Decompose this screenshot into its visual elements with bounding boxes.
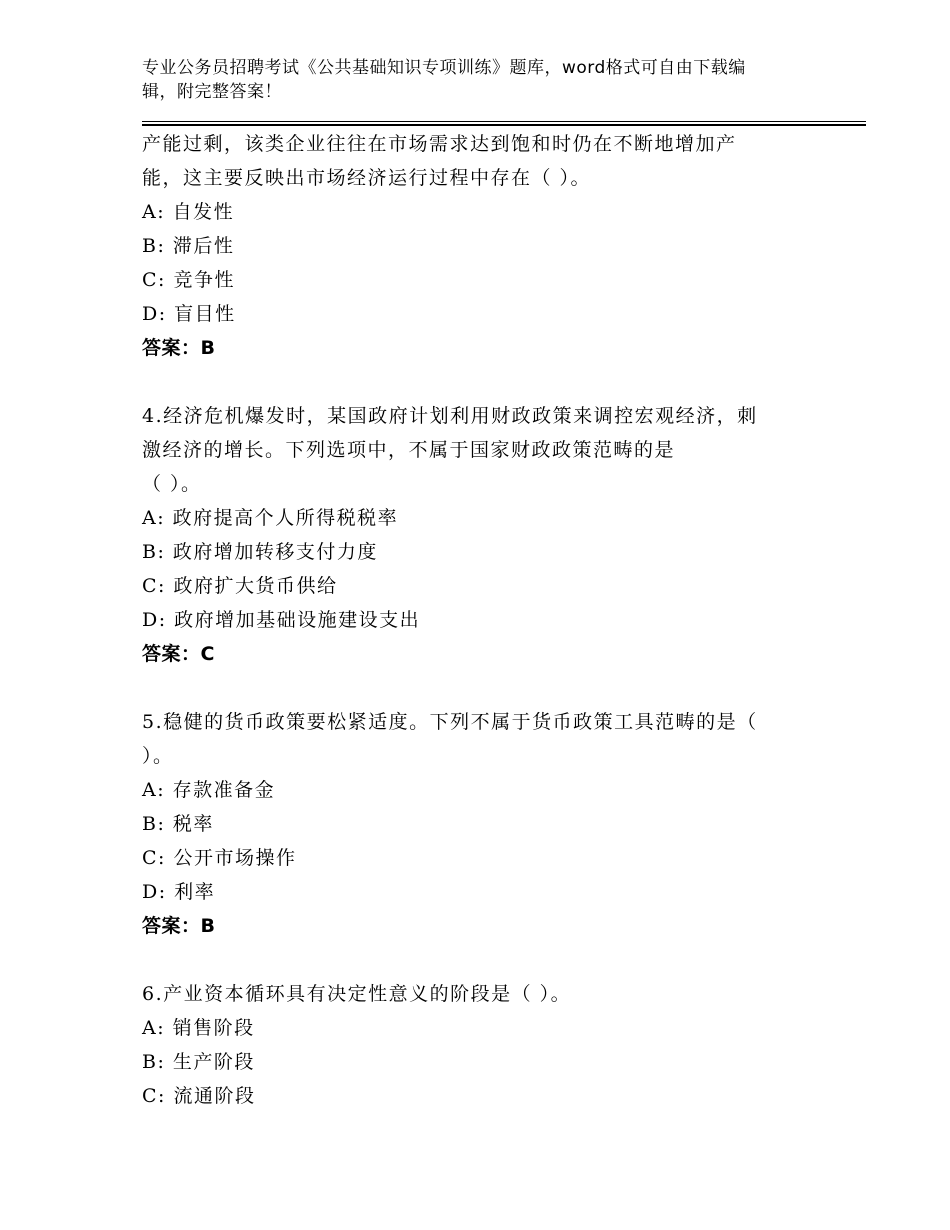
question-stem: ）。	[142, 745, 174, 767]
spacer	[142, 943, 822, 977]
option-a: A: 自发性	[142, 201, 235, 223]
option-c: C: 公开市场操作	[142, 847, 297, 869]
question-3	[142, 127, 822, 365]
question-stem: 产能过剩，该类企业往往在市场需求达到饱和时仍在不断地增加产	[142, 133, 737, 155]
option-a: A: 销售阶段	[142, 1017, 255, 1039]
answer-line: 答案：C	[142, 643, 215, 665]
question-stem: 6.产业资本循环具有决定性意义的阶段是（ ）。	[142, 983, 572, 1005]
question-list	[142, 127, 822, 1113]
header-title-line-2: 辑，附完整答案！	[142, 82, 282, 102]
answer-line: 答案：B	[142, 915, 216, 937]
spacer	[142, 365, 822, 399]
option-a: A: 政府提高个人所得税税率	[142, 507, 399, 529]
question-stem: 激经济的增长。下列选项中，不属于国家财政政策范畴的是	[142, 439, 676, 461]
option-d: D: 政府增加基础设施建设支出	[142, 609, 421, 631]
option-b: B: 税率	[142, 813, 214, 835]
question-stem: 5.稳健的货币政策要松紧适度。下列不属于货币政策工具范畴的是（	[142, 711, 758, 733]
question-stem: （ ）。	[142, 473, 202, 495]
header-rule-thick	[142, 124, 866, 126]
question-5	[142, 705, 822, 943]
option-d: D: 盲目性	[142, 303, 236, 325]
question-6	[142, 977, 822, 1113]
option-c: C: 竞争性	[142, 269, 235, 291]
option-a: A: 存款准备金	[142, 779, 276, 801]
answer-line: 答案：B	[142, 337, 216, 359]
option-c: C: 政府扩大货币供给	[142, 575, 338, 597]
question-4	[142, 399, 822, 671]
question-stem: 4.经济危机爆发时，某国政府计划利用财政政策来调控宏观经济，刺	[142, 405, 758, 427]
option-b: B: 滞后性	[142, 235, 235, 257]
header-title-line-1: 专业公务员招聘考试《公共基础知识专项训练》题库，word格式可自由下载编	[142, 58, 746, 78]
header-rule-thin	[142, 121, 866, 122]
option-b: B: 生产阶段	[142, 1051, 255, 1073]
spacer	[142, 671, 822, 705]
option-b: B: 政府增加转移支付力度	[142, 541, 378, 563]
question-stem: 能，这主要反映出市场经济运行过程中存在（ ）。	[142, 167, 592, 189]
option-d: D: 利率	[142, 881, 216, 903]
option-c: C: 流通阶段	[142, 1085, 256, 1107]
document-header	[142, 56, 802, 104]
